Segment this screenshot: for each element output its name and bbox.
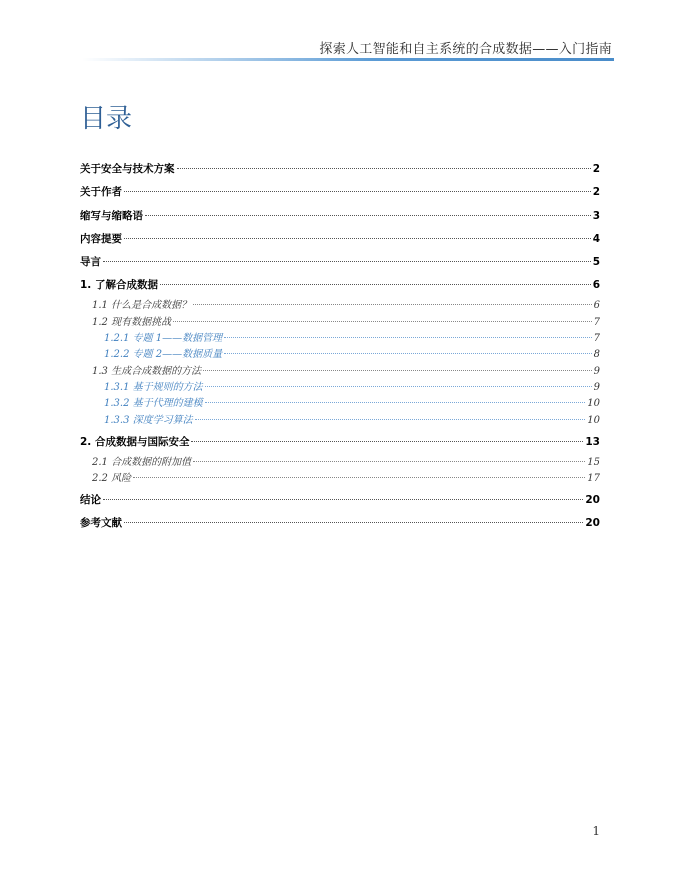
toc-entry-page: 15 — [587, 456, 600, 468]
toc-entry-page: 7 — [593, 316, 600, 328]
toc-entry-label: 参考文献 — [80, 517, 122, 530]
toc-entry-introduction[interactable] — [80, 255, 600, 278]
dot-leader — [193, 303, 592, 305]
dot-leader — [103, 498, 583, 500]
toc-entry-conclusion[interactable] — [80, 493, 600, 516]
toc-entry-1-3[interactable] — [80, 366, 600, 382]
toc-entry-label: 1.1 什么是合成数据？ — [92, 300, 192, 312]
toc-entry-label: 2. 合成数据与国际安全 — [80, 435, 190, 448]
dot-leader — [203, 369, 592, 371]
toc-entry-label: 1.3.2 基于代理的建模 — [104, 398, 203, 410]
dot-leader — [124, 190, 591, 192]
toc-entry-page: 10 — [587, 398, 600, 410]
toc-entry-page: 9 — [593, 381, 600, 393]
header-rule — [82, 58, 614, 61]
page-number: 1 — [592, 824, 600, 838]
toc-entry-label: 1.2.2 专题 2——数据质量 — [104, 349, 223, 361]
toc-entry-abbreviations[interactable] — [80, 209, 600, 232]
dot-leader — [133, 476, 585, 478]
toc-entry-label: 2.1 合成数据的附加值 — [92, 456, 192, 468]
dot-leader — [224, 352, 591, 354]
toc-entry-label: 1.3.3 深度学习算法 — [104, 414, 193, 426]
toc-entry-page: 3 — [592, 209, 600, 222]
toc-entry-1-3-1[interactable] — [80, 382, 600, 398]
dot-leader — [124, 237, 591, 239]
dot-leader — [193, 460, 585, 462]
toc-entry-page: 7 — [593, 333, 600, 345]
toc-entry-label: 1.3 生成合成数据的方法 — [92, 365, 202, 377]
toc-entry-1-3-3[interactable] — [80, 415, 600, 435]
toc-entry-1-2-1[interactable] — [80, 333, 600, 349]
toc-entry-page: 8 — [593, 349, 600, 361]
toc-entry-label: 1. 了解合成数据 — [80, 279, 158, 292]
toc-title: 目录 — [80, 104, 133, 134]
toc-entry-chapter-1[interactable] — [80, 278, 600, 300]
toc-entry-page: 20 — [585, 493, 600, 506]
toc-entry-label: 导言 — [80, 256, 101, 269]
dot-leader — [160, 283, 591, 285]
dot-leader — [195, 418, 586, 420]
toc-entry-page: 13 — [585, 435, 600, 448]
table-of-contents — [80, 162, 600, 539]
toc-entry-label: 内容提要 — [80, 232, 122, 245]
toc-entry-1-3-2[interactable] — [80, 398, 600, 414]
toc-entry-page: 6 — [593, 300, 600, 312]
toc-entry-label: 关于安全与技术方案 — [80, 163, 175, 175]
toc-entry-page: 6 — [592, 279, 600, 292]
toc-entry-references[interactable] — [80, 516, 600, 539]
toc-entry-page: 4 — [592, 232, 600, 245]
toc-entry-label: 1.3.1 基于规则的方法 — [104, 381, 203, 393]
toc-entry-chapter-2[interactable] — [80, 435, 600, 457]
dot-leader — [205, 385, 592, 387]
dot-leader — [224, 336, 591, 338]
dot-leader — [173, 320, 592, 322]
dot-leader — [177, 167, 591, 169]
dot-leader — [103, 260, 591, 262]
toc-entry-2-1[interactable] — [80, 457, 600, 473]
running-header: 探索人工智能和自主系统的合成数据——入门指南 — [319, 42, 612, 57]
toc-entry-page: 2 — [592, 186, 600, 199]
toc-entry-1-2-2[interactable] — [80, 349, 600, 365]
toc-entry-label: 结论 — [80, 493, 101, 506]
dot-leader — [124, 521, 583, 523]
toc-entry-page: 5 — [592, 256, 600, 269]
toc-entry-label: 2.2 风险 — [92, 472, 132, 484]
toc-entry-authors[interactable] — [80, 185, 600, 208]
toc-entry-1-2[interactable] — [80, 317, 600, 333]
toc-entry-label: 1.2 现有数据挑战 — [92, 316, 172, 328]
toc-entry-2-2[interactable] — [80, 473, 600, 493]
dot-leader — [191, 440, 583, 442]
toc-entry-label: 关于作者 — [80, 186, 122, 199]
dot-leader — [145, 214, 591, 216]
toc-entry-page: 2 — [592, 163, 600, 175]
toc-entry-page: 20 — [585, 517, 600, 530]
toc-entry-page: 17 — [587, 472, 600, 484]
toc-entry-security-tech[interactable] — [80, 162, 600, 185]
toc-entry-label: 1.2.1 专题 1——数据管理 — [104, 333, 223, 345]
toc-entry-1-1[interactable] — [80, 300, 600, 316]
toc-entry-summary[interactable] — [80, 232, 600, 255]
toc-entry-page: 9 — [593, 365, 600, 377]
dot-leader — [205, 401, 586, 403]
toc-entry-label: 缩写与缩略语 — [80, 209, 143, 222]
toc-entry-page: 10 — [587, 414, 600, 426]
